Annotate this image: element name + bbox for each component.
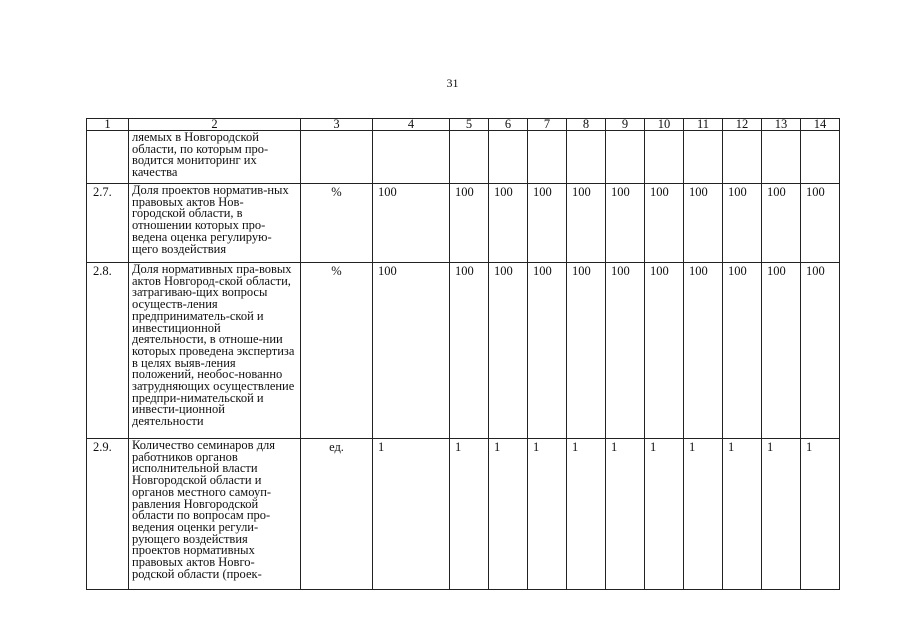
header-cell: 13 bbox=[762, 119, 801, 131]
table-header-row bbox=[87, 119, 840, 131]
table-body bbox=[87, 119, 840, 590]
value-cell: 100 bbox=[723, 184, 762, 263]
value-cell bbox=[567, 131, 606, 184]
value-cell: 100 bbox=[801, 263, 840, 439]
indicators-table bbox=[86, 118, 840, 590]
value-cell: 100 bbox=[450, 184, 489, 263]
page-number: 31 bbox=[446, 76, 459, 90]
header-cell: 12 bbox=[723, 119, 762, 131]
table-row bbox=[87, 263, 840, 439]
header-cell: 6 bbox=[489, 119, 528, 131]
value-cell: 100 bbox=[528, 263, 567, 439]
value-cell: 1 bbox=[684, 439, 723, 590]
header-cell: 9 bbox=[606, 119, 645, 131]
value-cell: 100 bbox=[723, 263, 762, 439]
value-cell bbox=[645, 131, 684, 184]
value-cell: 1 bbox=[373, 439, 450, 590]
value-cell: 100 bbox=[762, 184, 801, 263]
value-cell: 100 bbox=[606, 184, 645, 263]
value-cell: 100 bbox=[645, 184, 684, 263]
header-cell: 5 bbox=[450, 119, 489, 131]
value-cell bbox=[450, 131, 489, 184]
header-cell: 7 bbox=[528, 119, 567, 131]
value-cell: 100 bbox=[567, 184, 606, 263]
indicator-name: Количество семинаров для работников органов исполнительной власти Новгородской области и органов местного самоуп-равления Новгородской области по вопросам про-ведения оценки регули-рующего воздействия проектов нормативных правовых актов Новго-родской области (проек- bbox=[129, 439, 301, 590]
value-cell: 1 bbox=[450, 439, 489, 590]
value-cell: 100 bbox=[645, 263, 684, 439]
value-cell bbox=[684, 131, 723, 184]
value-cell: 1 bbox=[567, 439, 606, 590]
value-cell: 100 bbox=[528, 184, 567, 263]
value-cell: 100 bbox=[684, 184, 723, 263]
indicator-name: Доля проектов норматив-ных правовых актов Нов-городской области, в отношении которых про-ведена оценка регулирую-щего воздействия bbox=[129, 184, 301, 263]
row-number: 2.9. bbox=[87, 439, 129, 590]
value-cell bbox=[762, 131, 801, 184]
header-cell: 14 bbox=[801, 119, 840, 131]
table-row bbox=[87, 439, 840, 590]
header-cell: 4 bbox=[373, 119, 450, 131]
value-cell: 1 bbox=[762, 439, 801, 590]
unit-cell: ед. bbox=[301, 439, 373, 590]
row-number: 2.7. bbox=[87, 184, 129, 263]
value-cell bbox=[528, 131, 567, 184]
indicator-name: Доля нормативных пра-вовых актов Новгород-ской области, затрагиваю-щих вопросы осуществ-ления предприниматель-ской и инвестиционной деятельности, в отноше-нии которых проведена экспертиза в целях выяв-ления положений, необос-нованно затрудняющих осуществление предпри-нимательской и инвести-ционной деятельности bbox=[129, 263, 301, 439]
value-cell: 100 bbox=[762, 263, 801, 439]
header-cell: 11 bbox=[684, 119, 723, 131]
table-row bbox=[87, 184, 840, 263]
value-cell: 100 bbox=[801, 184, 840, 263]
value-cell bbox=[723, 131, 762, 184]
value-cell bbox=[489, 131, 528, 184]
value-cell bbox=[373, 131, 450, 184]
value-cell: 1 bbox=[528, 439, 567, 590]
row-number bbox=[87, 131, 129, 184]
value-cell: 100 bbox=[489, 263, 528, 439]
value-cell: 1 bbox=[801, 439, 840, 590]
value-cell: 100 bbox=[567, 263, 606, 439]
value-cell: 1 bbox=[645, 439, 684, 590]
value-cell: 1 bbox=[723, 439, 762, 590]
header-cell: 3 bbox=[301, 119, 373, 131]
header-cell: 10 bbox=[645, 119, 684, 131]
header-cell: 2 bbox=[129, 119, 301, 131]
unit-cell: % bbox=[301, 263, 373, 439]
value-cell bbox=[606, 131, 645, 184]
header-cell: 1 bbox=[87, 119, 129, 131]
unit-cell: % bbox=[301, 184, 373, 263]
value-cell: 100 bbox=[373, 263, 450, 439]
table-row bbox=[87, 131, 840, 184]
value-cell: 1 bbox=[606, 439, 645, 590]
value-cell: 100 bbox=[373, 184, 450, 263]
value-cell: 100 bbox=[450, 263, 489, 439]
value-cell bbox=[801, 131, 840, 184]
value-cell: 1 bbox=[489, 439, 528, 590]
row-number: 2.8. bbox=[87, 263, 129, 439]
value-cell: 100 bbox=[684, 263, 723, 439]
value-cell: 100 bbox=[606, 263, 645, 439]
unit-cell bbox=[301, 131, 373, 184]
indicator-name: ляемых в Новгородской области, по которым про-водится мониторинг их качества bbox=[129, 131, 301, 184]
value-cell: 100 bbox=[489, 184, 528, 263]
header-cell: 8 bbox=[567, 119, 606, 131]
